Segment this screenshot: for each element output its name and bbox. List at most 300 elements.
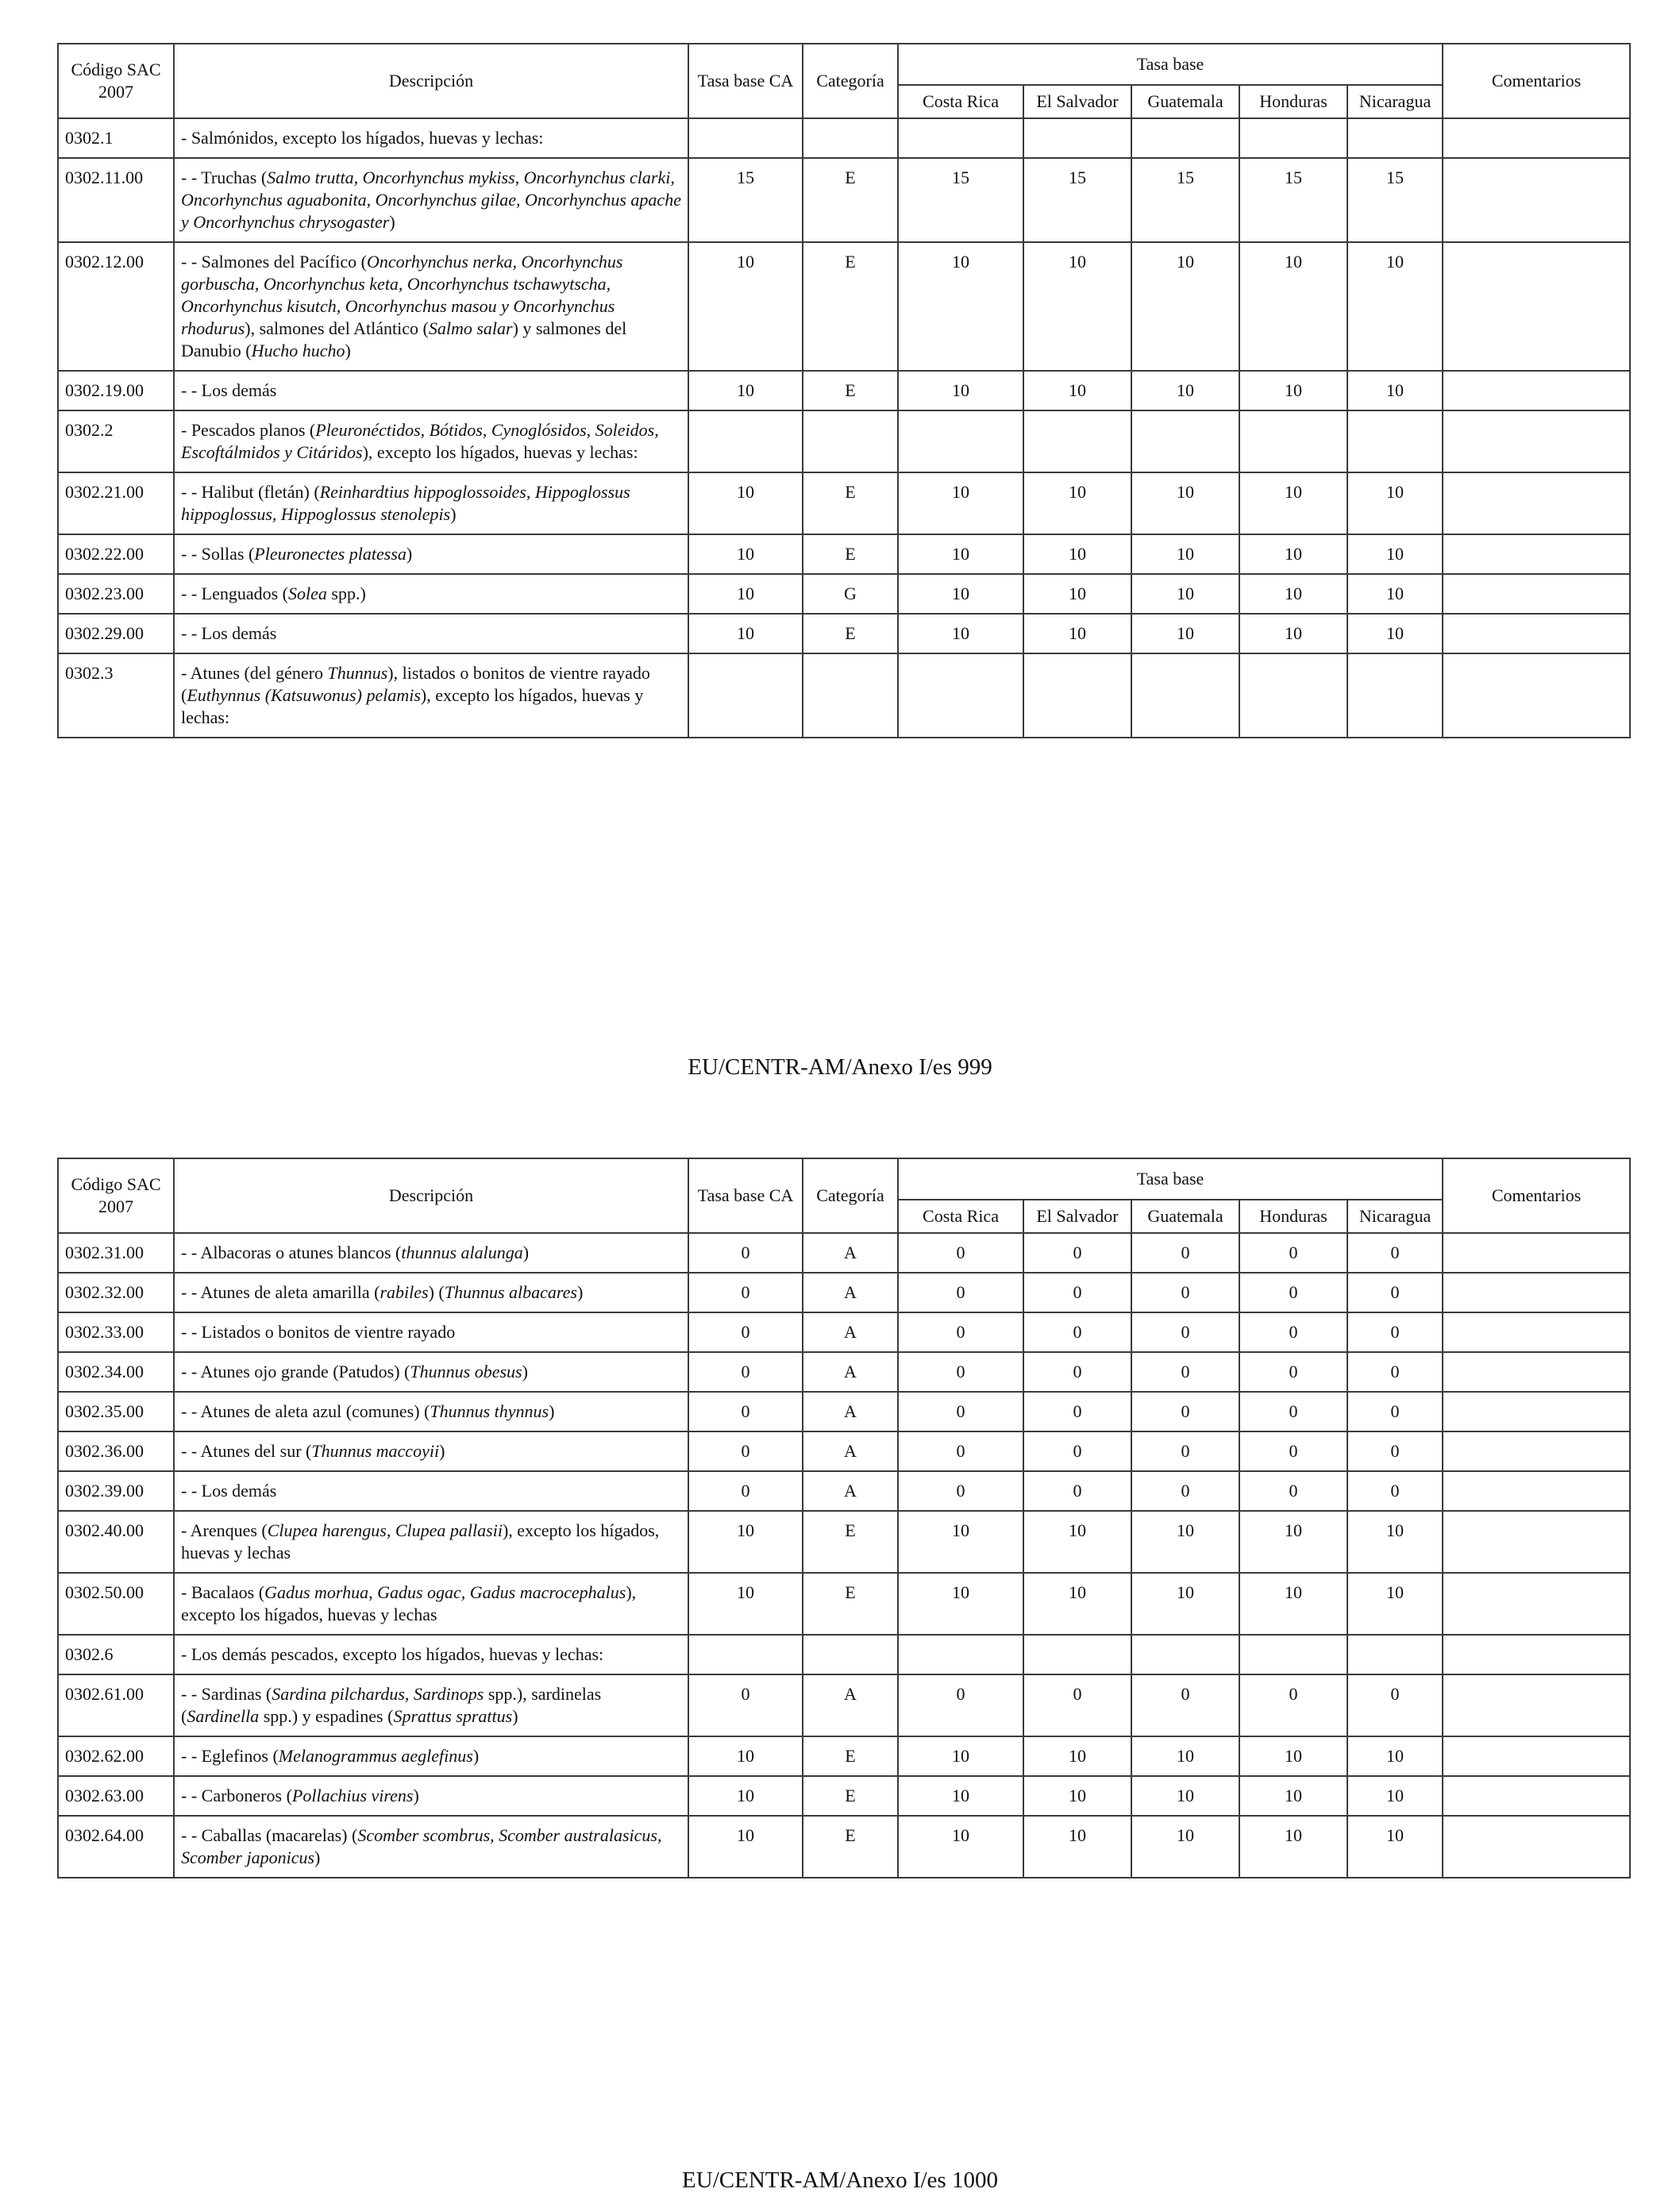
- header-comments: Comentarios: [1443, 1158, 1630, 1233]
- cell-description: [174, 410, 688, 472]
- table-row: [58, 1233, 1630, 1273]
- cell-rate-honduras: [1239, 410, 1347, 472]
- cell-rate-ca: 10: [688, 472, 803, 534]
- table-row: [58, 614, 1630, 653]
- cell-comments: [1443, 1431, 1630, 1471]
- cell-category: E: [803, 1511, 898, 1573]
- cell-description: [174, 1352, 688, 1392]
- cell-rate-costa-rica: 10: [898, 1776, 1023, 1816]
- description-text: ) (: [428, 1282, 445, 1302]
- description-italic-text: Sardinella: [187, 1706, 260, 1726]
- description-text: ): [522, 1243, 530, 1262]
- cell-rate-ca: 10: [688, 371, 803, 410]
- cell-comments: [1443, 472, 1630, 534]
- cell-rate-nicaragua: 10: [1347, 371, 1443, 410]
- cell-rate-guatemala: 10: [1131, 574, 1239, 614]
- cell-rate-nicaragua: 0: [1347, 1352, 1443, 1392]
- cell-rate-el-salvador: 10: [1023, 472, 1131, 534]
- cell-rate-costa-rica: 0: [898, 1392, 1023, 1431]
- cell-category: A: [803, 1674, 898, 1736]
- cell-code: 0302.63.00: [58, 1776, 174, 1816]
- cell-rate-costa-rica: 0: [898, 1273, 1023, 1312]
- cell-rate-nicaragua: 0: [1347, 1392, 1443, 1431]
- cell-category: [803, 410, 898, 472]
- cell-code: 0302.40.00: [58, 1511, 174, 1573]
- description-italic-text: Thunnus maccoyii: [311, 1441, 440, 1461]
- cell-rate-el-salvador: 0: [1023, 1352, 1131, 1392]
- description-text: spp.) y espadines (: [259, 1706, 394, 1726]
- description-italic-text: Hucho hucho: [251, 341, 345, 360]
- cell-rate-el-salvador: 10: [1023, 371, 1131, 410]
- cell-rate-guatemala: 10: [1131, 1511, 1239, 1573]
- cell-category: E: [803, 1776, 898, 1816]
- description-text: - Arenques (: [181, 1520, 268, 1540]
- cell-rate-guatemala: 0: [1131, 1674, 1239, 1736]
- description-italic-text: Thunnus: [327, 663, 388, 683]
- description-text: ), excepto los hígados, huevas y lechas: [181, 1582, 637, 1624]
- description-text: ): [314, 1848, 321, 1867]
- cell-rate-honduras: 10: [1239, 371, 1347, 410]
- table-body: [58, 118, 1630, 738]
- description-text: - - Sollas (: [181, 544, 255, 564]
- cell-rate-nicaragua: [1347, 1635, 1443, 1674]
- table-row: [58, 242, 1630, 371]
- cell-rate-honduras: 0: [1239, 1392, 1347, 1431]
- cell-rate-guatemala: 10: [1131, 371, 1239, 410]
- cell-description: [174, 1573, 688, 1635]
- description-text: - - Albacoras o atunes blancos (: [181, 1243, 402, 1262]
- cell-rate-nicaragua: [1347, 653, 1443, 738]
- cell-description: [174, 1635, 688, 1674]
- cell-rate-costa-rica: 10: [898, 1736, 1023, 1776]
- cell-category: E: [803, 1736, 898, 1776]
- cell-rate-el-salvador: 10: [1023, 534, 1131, 574]
- cell-rate-guatemala: 10: [1131, 614, 1239, 653]
- cell-rate-costa-rica: 10: [898, 1573, 1023, 1635]
- description-text: ): [512, 1706, 518, 1726]
- cell-rate-nicaragua: 10: [1347, 1776, 1443, 1816]
- table-row: [58, 1573, 1630, 1635]
- description-italic-text: Salmo salar: [428, 318, 513, 338]
- cell-rate-guatemala: 0: [1131, 1471, 1239, 1511]
- cell-comments: [1443, 1352, 1630, 1392]
- cell-rate-nicaragua: 10: [1347, 534, 1443, 574]
- cell-rate-guatemala: [1131, 118, 1239, 158]
- description-text: - - Atunes del sur (: [181, 1441, 312, 1461]
- cell-comments: [1443, 1273, 1630, 1312]
- cell-category: A: [803, 1471, 898, 1511]
- cell-rate-el-salvador: 10: [1023, 242, 1131, 371]
- cell-rate-el-salvador: 0: [1023, 1471, 1131, 1511]
- cell-code: 0302.50.00: [58, 1573, 174, 1635]
- cell-rate-ca: 10: [688, 1776, 803, 1816]
- cell-category: E: [803, 534, 898, 574]
- header-country-costa-rica: Costa Rica: [898, 85, 1023, 118]
- cell-rate-honduras: 0: [1239, 1312, 1347, 1352]
- cell-comments: [1443, 371, 1630, 410]
- description-text: ): [345, 341, 351, 360]
- cell-category: E: [803, 472, 898, 534]
- description-text: ): [413, 1786, 419, 1805]
- header-code: Código SAC 2007: [58, 1158, 174, 1233]
- cell-category: E: [803, 242, 898, 371]
- table-row: [58, 1736, 1630, 1776]
- description-italic-text: Scomber scombrus, Scomber australasicus, Scomber japonicus: [181, 1825, 662, 1867]
- description-text: - - Los demás: [181, 380, 277, 400]
- cell-rate-honduras: 0: [1239, 1233, 1347, 1273]
- cell-rate-honduras: 10: [1239, 574, 1347, 614]
- header-rate-ca: Tasa base CA: [688, 1158, 803, 1233]
- cell-rate-el-salvador: 0: [1023, 1392, 1131, 1431]
- description-italic-text: rabiles: [380, 1282, 429, 1302]
- cell-comments: [1443, 614, 1630, 653]
- description-text: ), listados o bonitos de vientre rayado (: [181, 663, 650, 705]
- cell-rate-ca: 10: [688, 614, 803, 653]
- table-row: [58, 1635, 1630, 1674]
- cell-code: 0302.29.00: [58, 614, 174, 653]
- cell-description: [174, 614, 688, 653]
- cell-description: [174, 1273, 688, 1312]
- cell-description: [174, 472, 688, 534]
- cell-rate-guatemala: 10: [1131, 1816, 1239, 1878]
- cell-rate-el-salvador: [1023, 653, 1131, 738]
- cell-description: [174, 118, 688, 158]
- header-rate-base: Tasa base: [898, 44, 1443, 85]
- cell-rate-honduras: [1239, 118, 1347, 158]
- cell-rate-ca: 0: [688, 1312, 803, 1352]
- cell-rate-honduras: 10: [1239, 1573, 1347, 1635]
- cell-comments: [1443, 1816, 1630, 1878]
- cell-rate-ca: 10: [688, 242, 803, 371]
- description-text: - Atunes (del género: [181, 663, 328, 683]
- description-text: ): [389, 212, 395, 232]
- cell-description: [174, 1816, 688, 1878]
- cell-code: 0302.36.00: [58, 1431, 174, 1471]
- cell-description: [174, 574, 688, 614]
- cell-rate-el-salvador: 0: [1023, 1312, 1131, 1352]
- description-text: ): [522, 1362, 528, 1381]
- description-italic-text: Pleuronéctidos, Bótidos, Cynoglósidos, Soleidos, Escoftálmidos y Citáridos: [181, 420, 659, 462]
- cell-rate-guatemala: 10: [1131, 472, 1239, 534]
- cell-category: A: [803, 1273, 898, 1312]
- table-row: [58, 1431, 1630, 1471]
- description-italic-text: Clupea harengus, Clupea pallasii: [267, 1520, 503, 1540]
- cell-rate-el-salvador: 0: [1023, 1674, 1131, 1736]
- cell-code: 0302.23.00: [58, 574, 174, 614]
- cell-rate-honduras: 10: [1239, 1776, 1347, 1816]
- cell-rate-el-salvador: [1023, 410, 1131, 472]
- cell-description: [174, 1674, 688, 1736]
- table-row: [58, 472, 1630, 534]
- cell-description: [174, 1511, 688, 1573]
- cell-category: G: [803, 574, 898, 614]
- description-italic-text: Pleuronectes platessa: [254, 544, 407, 564]
- cell-comments: [1443, 1312, 1630, 1352]
- header-code: Código SAC 2007: [58, 44, 174, 118]
- cell-rate-guatemala: 10: [1131, 1736, 1239, 1776]
- cell-rate-nicaragua: 0: [1347, 1471, 1443, 1511]
- cell-category: [803, 118, 898, 158]
- cell-rate-nicaragua: 0: [1347, 1431, 1443, 1471]
- cell-rate-nicaragua: 10: [1347, 574, 1443, 614]
- description-italic-text: Salmo trutta, Oncorhynchus mykiss, Oncorhynchus clarki, Oncorhynchus aguabonita, Oncorhynchus gilae, Oncorhynchus apache y Oncorhynchus chrysogaster: [181, 168, 681, 232]
- cell-code: 0302.39.00: [58, 1471, 174, 1511]
- cell-comments: [1443, 1736, 1630, 1776]
- description-text: ), excepto los hígados, huevas y lechas: [181, 1520, 660, 1562]
- cell-rate-ca: [688, 410, 803, 472]
- cell-rate-costa-rica: 10: [898, 1816, 1023, 1878]
- cell-rate-costa-rica: 0: [898, 1233, 1023, 1273]
- description-italic-text: Thunnus obesus: [410, 1362, 522, 1381]
- cell-code: 0302.35.00: [58, 1392, 174, 1431]
- cell-rate-costa-rica: 0: [898, 1312, 1023, 1352]
- cell-rate-costa-rica: 10: [898, 614, 1023, 653]
- header-country-honduras: Honduras: [1239, 85, 1347, 118]
- cell-code: 0302.12.00: [58, 242, 174, 371]
- cell-rate-ca: 10: [688, 574, 803, 614]
- cell-rate-honduras: [1239, 1635, 1347, 1674]
- cell-rate-costa-rica: 0: [898, 1674, 1023, 1736]
- header-country-guatemala: Guatemala: [1131, 1200, 1239, 1233]
- cell-rate-costa-rica: [898, 118, 1023, 158]
- description-text: - - Listados o bonitos de vientre rayado: [181, 1322, 456, 1342]
- cell-code: 0302.1: [58, 118, 174, 158]
- cell-description: [174, 242, 688, 371]
- cell-rate-nicaragua: 0: [1347, 1312, 1443, 1352]
- cell-rate-guatemala: 10: [1131, 242, 1239, 371]
- cell-code: 0302.32.00: [58, 1273, 174, 1312]
- cell-rate-costa-rica: 10: [898, 242, 1023, 371]
- table-row: [58, 1776, 1630, 1816]
- cell-rate-guatemala: 10: [1131, 1573, 1239, 1635]
- cell-rate-nicaragua: 10: [1347, 1736, 1443, 1776]
- cell-rate-el-salvador: 10: [1023, 574, 1131, 614]
- cell-comments: [1443, 1635, 1630, 1674]
- cell-rate-el-salvador: 0: [1023, 1431, 1131, 1471]
- description-text: - - Atunes ojo grande (Patudos) (: [181, 1362, 410, 1381]
- page-footer: EU/CENTR-AM/Anexo I/es 999: [688, 1054, 992, 1080]
- cell-rate-el-salvador: 10: [1023, 1511, 1131, 1573]
- cell-rate-ca: 0: [688, 1674, 803, 1736]
- cell-category: E: [803, 614, 898, 653]
- table-row: [58, 158, 1630, 242]
- cell-description: [174, 1776, 688, 1816]
- cell-rate-el-salvador: 0: [1023, 1273, 1131, 1312]
- cell-category: A: [803, 1233, 898, 1273]
- cell-description: [174, 1471, 688, 1511]
- cell-rate-guatemala: [1131, 410, 1239, 472]
- cell-rate-ca: 10: [688, 1511, 803, 1573]
- description-italic-text: Reinhardtius hippoglossoides, Hippoglossus hippoglossus, Hippoglossus stenolepis: [181, 482, 630, 524]
- description-italic-text: thunnus alalunga: [401, 1243, 523, 1262]
- cell-rate-nicaragua: 10: [1347, 242, 1443, 371]
- cell-rate-el-salvador: 10: [1023, 1736, 1131, 1776]
- cell-rate-honduras: 0: [1239, 1352, 1347, 1392]
- cell-rate-nicaragua: 10: [1347, 1573, 1443, 1635]
- cell-rate-guatemala: 15: [1131, 158, 1239, 242]
- cell-rate-costa-rica: 10: [898, 1511, 1023, 1573]
- description-text: - - Halibut (fletán) (: [181, 482, 320, 502]
- cell-description: [174, 158, 688, 242]
- cell-rate-nicaragua: 0: [1347, 1233, 1443, 1273]
- cell-rate-ca: 10: [688, 1816, 803, 1878]
- cell-rate-honduras: 0: [1239, 1471, 1347, 1511]
- cell-rate-costa-rica: 10: [898, 472, 1023, 534]
- cell-category: E: [803, 1816, 898, 1878]
- header-category: Categoría: [803, 44, 898, 118]
- cell-rate-nicaragua: [1347, 118, 1443, 158]
- description-italic-text: Pollachius virens: [291, 1786, 414, 1805]
- cell-description: [174, 371, 688, 410]
- cell-rate-ca: [688, 118, 803, 158]
- description-text: - Bacalaos (: [181, 1582, 265, 1602]
- cell-rate-honduras: 10: [1239, 1816, 1347, 1878]
- cell-rate-ca: [688, 653, 803, 738]
- description-text: - - Caballas (macarelas) (: [181, 1825, 358, 1845]
- cell-category: E: [803, 158, 898, 242]
- cell-rate-guatemala: 10: [1131, 1776, 1239, 1816]
- description-text: - - Los demás: [181, 1481, 277, 1501]
- cell-rate-guatemala: 0: [1131, 1431, 1239, 1471]
- cell-rate-costa-rica: 15: [898, 158, 1023, 242]
- header-country-nicaragua: Nicaragua: [1347, 1200, 1443, 1233]
- header-country-honduras: Honduras: [1239, 1200, 1347, 1233]
- table-row: [58, 410, 1630, 472]
- cell-rate-ca: 10: [688, 1573, 803, 1635]
- description-italic-text: Sprattus sprattus: [393, 1706, 513, 1726]
- description-text: ), salmones del Atlántico (: [245, 318, 429, 338]
- table-row: [58, 1816, 1630, 1878]
- description-italic-text: Oncorhynchus nerka, Oncorhynchus gorbuscha, Oncorhynchus keta, Oncorhynchus tschawytscha, Oncorhynchus kisutch, Oncorhynchus masou y Oncorhynchus rhodurus: [181, 252, 623, 338]
- description-text: ) y salmones del Danubio (: [181, 318, 627, 360]
- table-row: [58, 1511, 1630, 1573]
- cell-rate-el-salvador: 10: [1023, 1816, 1131, 1878]
- cell-code: 0302.21.00: [58, 472, 174, 534]
- cell-rate-honduras: 0: [1239, 1273, 1347, 1312]
- cell-code: 0302.33.00: [58, 1312, 174, 1352]
- header-comments: Comentarios: [1443, 44, 1630, 118]
- cell-description: [174, 1736, 688, 1776]
- cell-rate-guatemala: 0: [1131, 1392, 1239, 1431]
- cell-rate-guatemala: 0: [1131, 1352, 1239, 1392]
- cell-rate-el-salvador: 15: [1023, 158, 1131, 242]
- table-row: [58, 1273, 1630, 1312]
- cell-rate-guatemala: [1131, 1635, 1239, 1674]
- cell-rate-nicaragua: 0: [1347, 1674, 1443, 1736]
- cell-rate-ca: 15: [688, 158, 803, 242]
- cell-rate-honduras: 0: [1239, 1674, 1347, 1736]
- cell-rate-guatemala: 0: [1131, 1312, 1239, 1352]
- cell-rate-guatemala: 0: [1131, 1233, 1239, 1273]
- description-text: ), excepto los hígados, huevas y lechas:: [181, 685, 644, 727]
- description-text: - - Atunes de aleta azul (comunes) (: [181, 1401, 430, 1421]
- description-italic-text: Solea: [288, 584, 327, 603]
- description-text: - - Salmones del Pacífico (: [181, 252, 367, 272]
- cell-code: 0302.19.00: [58, 371, 174, 410]
- cell-comments: [1443, 574, 1630, 614]
- cell-rate-honduras: 10: [1239, 1511, 1347, 1573]
- cell-rate-costa-rica: 10: [898, 371, 1023, 410]
- cell-rate-nicaragua: 10: [1347, 1816, 1443, 1878]
- cell-rate-nicaragua: 10: [1347, 472, 1443, 534]
- table-row: [58, 534, 1630, 574]
- cell-rate-guatemala: 10: [1131, 534, 1239, 574]
- cell-rate-ca: 10: [688, 1736, 803, 1776]
- description-text: - Salmónidos, excepto los hígados, huevas y lechas:: [181, 128, 544, 148]
- header-country-costa-rica: Costa Rica: [898, 1200, 1023, 1233]
- cell-rate-honduras: 15: [1239, 158, 1347, 242]
- cell-description: [174, 534, 688, 574]
- cell-rate-el-salvador: 0: [1023, 1233, 1131, 1273]
- cell-rate-costa-rica: 10: [898, 534, 1023, 574]
- description-text: ): [472, 1746, 480, 1766]
- description-text: - - Truchas (: [181, 168, 268, 187]
- cell-comments: [1443, 1471, 1630, 1511]
- cell-comments: [1443, 1776, 1630, 1816]
- cell-comments: [1443, 1573, 1630, 1635]
- cell-code: 0302.22.00: [58, 534, 174, 574]
- cell-description: [174, 1392, 688, 1431]
- cell-comments: [1443, 158, 1630, 242]
- table-row: [58, 371, 1630, 410]
- description-text: ): [549, 1401, 555, 1421]
- header-category: Categoría: [803, 1158, 898, 1233]
- cell-comments: [1443, 534, 1630, 574]
- header-rate-base: Tasa base: [898, 1158, 1443, 1200]
- cell-rate-ca: 0: [688, 1471, 803, 1511]
- table-row: [58, 1312, 1630, 1352]
- header-country-el-salvador: El Salvador: [1023, 85, 1131, 118]
- description-italic-text: Sardina pilchardus, Sardinops: [272, 1684, 484, 1704]
- table-row: [58, 1352, 1630, 1392]
- header-rate-ca: Tasa base CA: [688, 44, 803, 118]
- tariff-table-page-999: [57, 43, 1631, 738]
- cell-rate-costa-rica: 0: [898, 1352, 1023, 1392]
- cell-rate-ca: 0: [688, 1273, 803, 1312]
- cell-rate-costa-rica: [898, 1635, 1023, 1674]
- cell-code: 0302.31.00: [58, 1233, 174, 1273]
- description-text: ): [576, 1282, 584, 1302]
- description-italic-text: Melanogrammus aeglefinus: [278, 1746, 473, 1766]
- cell-code: 0302.64.00: [58, 1816, 174, 1878]
- cell-rate-honduras: 10: [1239, 472, 1347, 534]
- cell-rate-el-salvador: [1023, 1635, 1131, 1674]
- cell-rate-costa-rica: [898, 653, 1023, 738]
- table-body: [58, 1233, 1630, 1878]
- cell-rate-nicaragua: [1347, 410, 1443, 472]
- description-text: - Pescados planos (: [181, 420, 316, 440]
- cell-description: [174, 1233, 688, 1273]
- table-header: [58, 44, 1630, 118]
- description-italic-text: Thunnus thynnus: [430, 1401, 549, 1421]
- cell-rate-honduras: 10: [1239, 614, 1347, 653]
- header-country-guatemala: Guatemala: [1131, 85, 1239, 118]
- cell-rate-ca: 10: [688, 534, 803, 574]
- cell-rate-costa-rica: [898, 410, 1023, 472]
- cell-rate-honduras: 10: [1239, 242, 1347, 371]
- cell-rate-honduras: [1239, 653, 1347, 738]
- cell-rate-costa-rica: 10: [898, 574, 1023, 614]
- table-row: [58, 653, 1630, 738]
- description-text: ), excepto los hígados, huevas y lechas:: [362, 442, 638, 462]
- description-text: - - Carboneros (: [181, 1786, 292, 1805]
- cell-rate-el-salvador: 10: [1023, 1776, 1131, 1816]
- header-country-nicaragua: Nicaragua: [1347, 85, 1443, 118]
- table-row: [58, 118, 1630, 158]
- cell-rate-ca: 0: [688, 1431, 803, 1471]
- cell-rate-ca: 0: [688, 1392, 803, 1431]
- table-row: [58, 1471, 1630, 1511]
